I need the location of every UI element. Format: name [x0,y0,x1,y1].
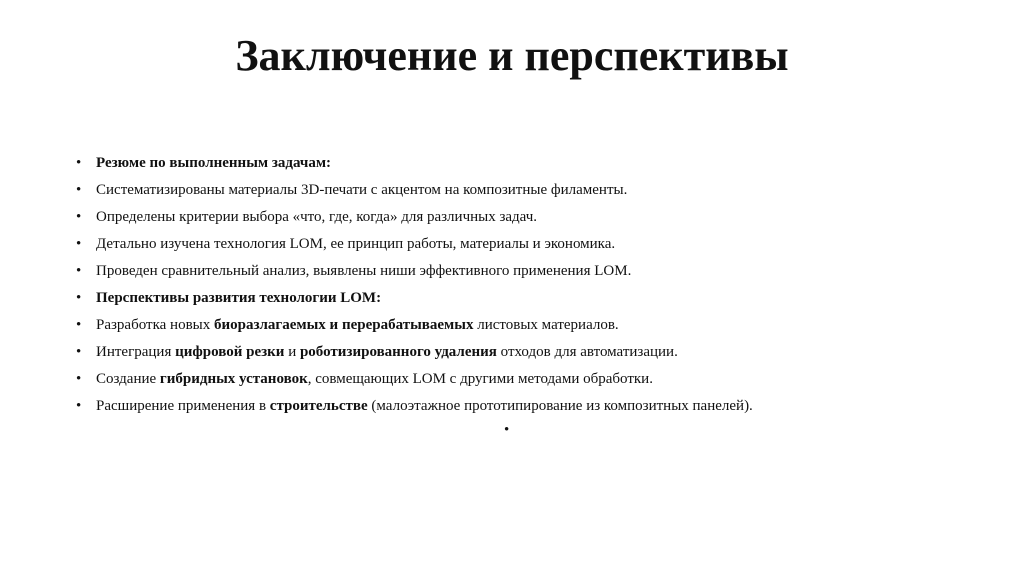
text: (малоэтажное прототипирование из композитных панелей). [367,398,753,414]
bold-text: роботизированного удаления [299,344,497,360]
list-item [74,397,753,424]
text: Детально изучена технология LOM, ее принцип работы, материалы и экономика. [96,236,616,252]
list-item [74,343,753,370]
bold-text: биоразлагаемых и перерабатываемых [213,317,474,333]
list-item [74,208,753,235]
text: Систематизированы материалы 3D-печати с акцентом на композитные филаменты. [96,182,628,198]
list-item [74,181,753,208]
text: Разработка новых [96,317,214,333]
text: отходов для автоматизации. [496,344,678,360]
list-item [74,235,753,262]
bold-text: Резюме по выполненным задачам: [96,155,332,171]
text: Интеграция [96,344,176,360]
section-heading [74,289,753,316]
text: Определены критерии выбора «что, где, когда» для различных задач. [96,209,538,225]
text: и [284,344,300,360]
text: листовых материалов. [473,317,619,333]
text: Проведен сравнительный анализ, выявлены ниши эффективного применения LOM. [96,263,632,279]
bullet-list [74,154,753,424]
slide-title: Заключение и перспективы [235,31,789,80]
bold-text: Перспективы развития технологии LOM: [96,290,382,306]
empty-bullet: • [504,422,510,438]
text: Расширение применения в [96,398,270,414]
list-item [74,370,753,397]
text: Создание [96,371,160,387]
list-item [74,262,753,289]
bold-text: строительстве [269,398,368,414]
list-item [74,316,753,343]
bold-text: цифровой резки [175,344,285,360]
text: , совмещающих LOM с другими методами обработки. [307,371,653,387]
bold-text: гибридных установок [159,371,308,387]
section-heading [74,154,753,181]
